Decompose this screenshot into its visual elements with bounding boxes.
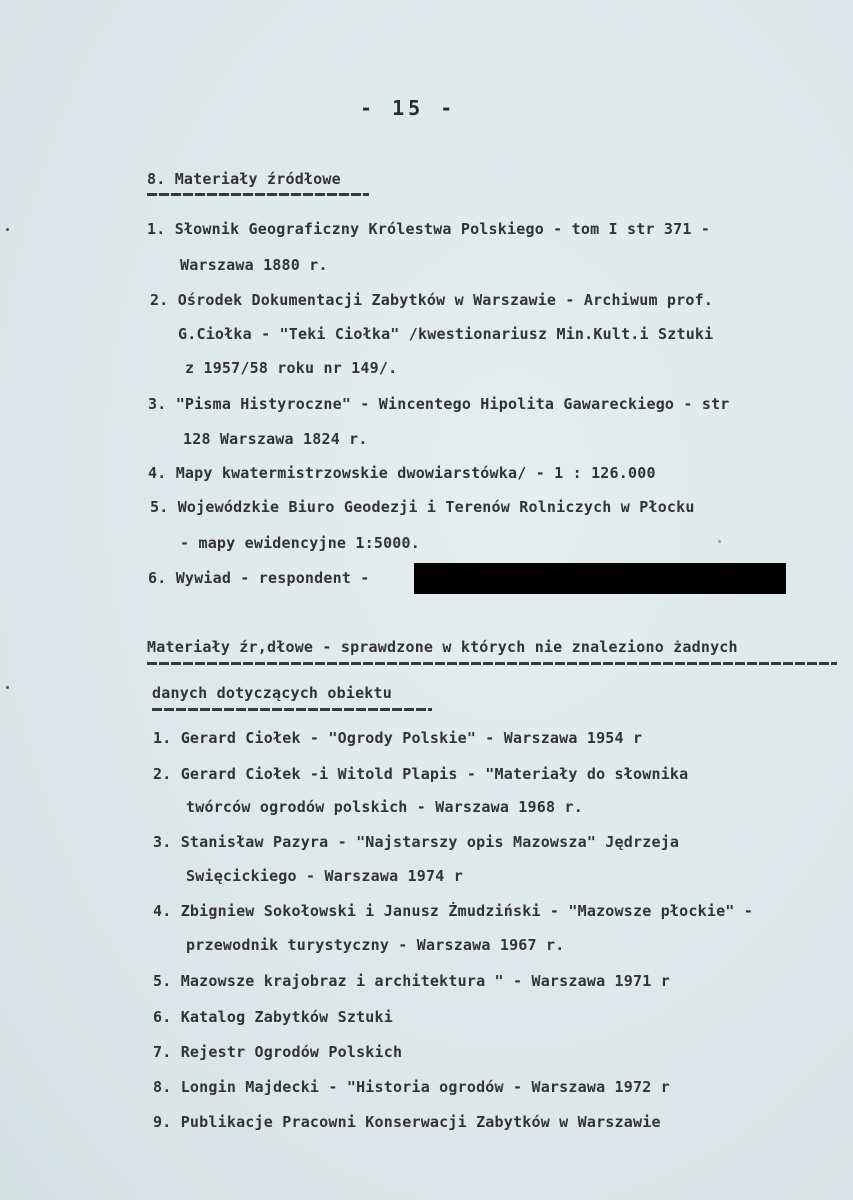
source-line: G.Ciołka - "Teki Ciołka" /kwestionariusz Min.Kult.i Sztuki: [178, 325, 714, 343]
section-heading: danych dotyczących obiektu: [152, 684, 392, 702]
source-line: 1. Słownik Geograficzny Królestwa Polskiego - tom I str 371 -: [147, 220, 711, 238]
reference-line: 3. Stanisław Pazyra - "Najstarszy opis Mazowsza" Jędrzeja: [153, 833, 680, 851]
heading-underline: [147, 662, 837, 665]
source-line: 6. Wywiad - respondent -: [148, 569, 370, 587]
source-line: 3. "Pisma Histyroczne" - Wincentego Hipolita Gawareckiego - str: [148, 395, 730, 413]
source-line: 2. Ośrodek Dokumentacji Zabytków w Warszawie - Archiwum prof.: [150, 291, 714, 309]
source-line: - mapy ewidencyjne 1:5000.: [180, 534, 420, 552]
redaction-bar: [414, 563, 786, 594]
reference-line: przewodnik turystyczny - Warszawa 1967 r.: [186, 936, 565, 954]
paper-speck: [6, 228, 9, 231]
paper-speck: [718, 540, 721, 543]
heading-underline: [147, 193, 369, 196]
source-line: 4. Mapy kwatermistrzowskie dwowiarstówka/ - 1 : 126.000: [148, 464, 656, 482]
reference-line: 2. Gerard Ciołek -i Witold Plapis - "Materiały do słownika: [153, 765, 689, 783]
reference-line: Swięcickiego - Warszawa 1974 r: [186, 867, 463, 885]
source-line: z 1957/58 roku nr 149/.: [185, 359, 398, 377]
section-heading: Materiały źr,dłowe - sprawdzone w których nie znaleziono żadnych: [147, 638, 738, 656]
source-line: 128 Warszawa 1824 r.: [183, 430, 368, 448]
reference-line: twórców ogrodów polskich - Warszawa 1968 r.: [186, 798, 583, 816]
page-number: - 15 -: [360, 96, 457, 120]
paper-speck: [6, 686, 9, 689]
reference-line: 1. Gerard Ciołek - "Ogrody Polskie" - Warszawa 1954 r: [153, 729, 643, 747]
section-heading: 8. Materiały źródłowe: [147, 170, 341, 188]
reference-line: 8. Longin Majdecki - "Historia ogrodów - Warszawa 1972 r: [153, 1078, 670, 1096]
source-line: 5. Wojewódzkie Biuro Geodezji i Terenów Rolniczych w Płocku: [150, 498, 695, 516]
heading-underline: [152, 708, 432, 711]
reference-line: 5. Mazowsze krajobraz i architektura " - Warszawa 1971 r: [153, 972, 670, 990]
reference-line: 9. Publikacje Pracowni Konserwacji Zabytków w Warszawie: [153, 1113, 661, 1131]
source-line: Warszawa 1880 r.: [180, 256, 328, 274]
reference-line: 4. Zbigniew Sokołowski i Janusz Żmudziński - "Mazowsze płockie" -: [153, 902, 753, 920]
reference-line: 6. Katalog Zabytków Sztuki: [153, 1008, 393, 1026]
reference-line: 7. Rejestr Ogrodów Polskich: [153, 1043, 403, 1061]
